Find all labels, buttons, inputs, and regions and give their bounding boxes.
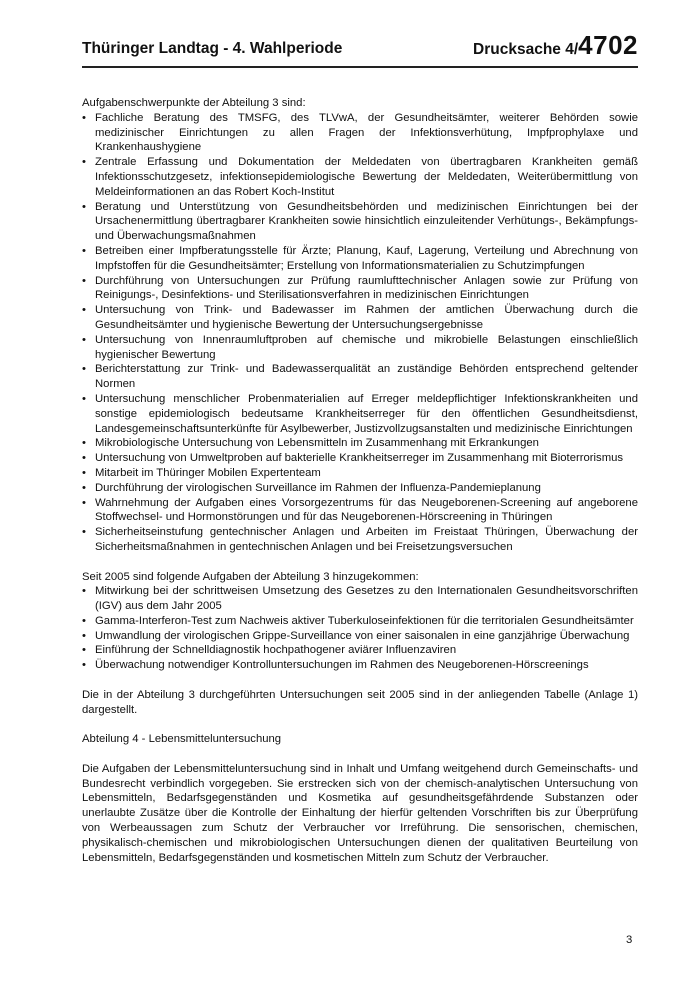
list-item: • Gamma-Interferon-Test zum Nachweis aktiver Tuberkuloseinfektionen für die territorialen Gesundheitsämter <box>82 614 638 629</box>
section2-list <box>82 584 638 673</box>
anlage-paragraph: Die in der Abteilung 3 durchgeführten Untersuchungen seit 2005 sind in der anliegenden Tabelle (Anlage 1) dargestellt. <box>82 688 638 716</box>
list-item: • Mitwirkung bei der schrittweisen Umsetzung des Gesetzes zu den Internationalen Gesundheitsvorschriften (IGV) aus dem Jahr 2005 <box>82 584 638 614</box>
list-item: • Sicherheitseinstufung gentechnischer Anlagen und Arbeiten im Freistaat Thüringen, Überwachung der Sicherheitsmaßnahmen in gentechnischen Anlagen und bei Freisetzungsversuchen <box>82 525 638 555</box>
list-item: • Mitarbeit im Thüringer Mobilen Expertenteam <box>82 466 638 481</box>
abteilung4-paragraph: Die Aufgaben der Lebensmitteluntersuchung sind in Inhalt und Umfang weitgehend durch Gemeinschafts- und Bundesrecht verbindlich vorgegeben. Sie erstrecken sich von der chemisch-analytischen Untersuchung von Lebensmitteln, Bedarfsgegenständen und Kosmetika auf gesundheitsgefährdende Substanzen oder unerlaubte Zusätze über die Kontrolle der Einhaltung der hierfür geltenden Vorschriften bis zur Überprüfung von Werbeaussagen zum Schutz der Verbraucher vor Irreführung. Die sensorischen, chemischen, physikalisch-chemischen und mikrobiologischen Untersuchungen dienen der qualitativen Beurteilung von Lebensmitteln, Bedarfsgegenständen und kosmetischen Mitteln zum Schutz der Verbraucher. <box>82 762 638 864</box>
parliament-title: Thüringer Landtag - 4. Wahlperiode <box>82 40 343 57</box>
document-body <box>82 96 638 865</box>
section1-intro: Aufgabenschwerpunkte der Abteilung 3 sind: <box>82 97 306 109</box>
list-item: • Durchführung von Untersuchungen zur Prüfung raumlufttechnischer Anlagen sowie zur Prüfung von Reinigungs-, Desinfektions- und Sterilisationsverfahren in medizinischen Einrichtungen <box>82 274 638 304</box>
abteilung4-heading: Abteilung 4 - Lebensmitteluntersuchung <box>82 733 282 746</box>
list-item: • Untersuchung von Innenraumluftproben auf chemische und mikrobielle Belastungen einschließlich hygienischer Bewertung <box>82 333 638 363</box>
list-item: • Berichterstattung zur Trink- und Badewasserqualität an zuständige Behörden entsprechend geltender Normen <box>82 362 638 392</box>
list-item: • Untersuchung menschlicher Probenmaterialien auf Erreger meldepflichtiger Infektionskrankheiten und sonstige epidemiologisch bedeutsame Krankheitserreger für den öffentlichen Gesundheitsdienst, Landesgemeinschaftsunterkünfte für Asylbewerber, Justizvollzugsanstalten und medizinische Einrichtungen <box>82 392 638 436</box>
list-item: • Umwandlung der virologischen Grippe-Surveillance von einer saisonalen in eine ganzjährige Überwachung <box>82 629 638 644</box>
page-number: 3 <box>626 934 633 946</box>
section2-intro: Seit 2005 sind folgende Aufgaben der Abteilung 3 hinzugekommen: <box>82 570 419 583</box>
list-item: • Betreiben einer Impfberatungsstelle für Ärzte; Planung, Kauf, Lagerung, Verteilung und Abrechnung von Impfstoffen für die Gesundheitsämter; Erstellung von Informationsmaterialien zu Schutzimpfungen <box>82 244 638 274</box>
list-item: • Wahrnehmung der Aufgaben eines Vorsorgezentrums für das Neugeborenen-Screening auf angeborene Stoffwechsel- und Hormonstörungen und für das Neugeborenen-Hörscreening in Thüringen <box>82 496 638 526</box>
spacer <box>82 717 638 732</box>
list-item: • Überwachung notwendiger Kontrolluntersuchungen im Rahmen des Neugeborenen-Hörscreenings <box>82 658 638 673</box>
spacer <box>82 747 638 762</box>
list-item: • Einführung der Schnelldiagnostik hochpathogener aviärer Influenzaviren <box>82 643 638 658</box>
list-item: • Zentrale Erfassung und Dokumentation der Meldedaten von übertragbaren Krankheiten gemäß Infektionsschutzgesetz, infektionsepidemiologische Bewertung der Meldedaten, Weiterübermittlung von Meldeinformationen an das Robert Koch-Institut <box>82 155 638 199</box>
page-header <box>82 30 638 68</box>
list-item: • Beratung und Unterstützung von Gesundheitsbehörden und medizinischen Einrichtungen bei der Ursachenermittlung übertragbarer Krankheiten sowie hinsichtlich einzuleitender Verhütungs-, Bekämpfungs- und Überwachungsmaßnahmen <box>82 200 638 244</box>
spacer <box>82 673 638 688</box>
list-item: • Untersuchung von Umweltproben auf bakterielle Krankheitserreger im Zusammenhang mit Bioterrorismus <box>82 451 638 466</box>
drucksache-number: 4702 <box>578 30 638 60</box>
section1-list <box>82 111 638 555</box>
list-item: • Fachliche Beratung des TMSFG, des TLVwA, der Gesundheitsämter, weiterer Behörden sowie medizinischer Einrichtungen zu allen Fragen der Infektionsverhütung, Impfprophylaxe und Krankenhaushygiene <box>82 111 638 155</box>
list-item: • Durchführung der virologischen Surveillance im Rahmen der Influenza-Pandemieplanung <box>82 481 638 496</box>
list-item: • Untersuchung von Trink- und Badewasser im Rahmen der amtlichen Überwachung durch die Gesundheitsämter und hygienische Bewertung der Untersuchungsergebnisse <box>82 303 638 333</box>
spacer <box>82 555 638 570</box>
list-item: • Mikrobiologische Untersuchung von Lebensmitteln im Zusammenhang mit Erkrankungen <box>82 436 638 451</box>
drucksache-reference <box>473 30 638 61</box>
drucksache-label: Drucksache 4/ <box>473 41 579 58</box>
